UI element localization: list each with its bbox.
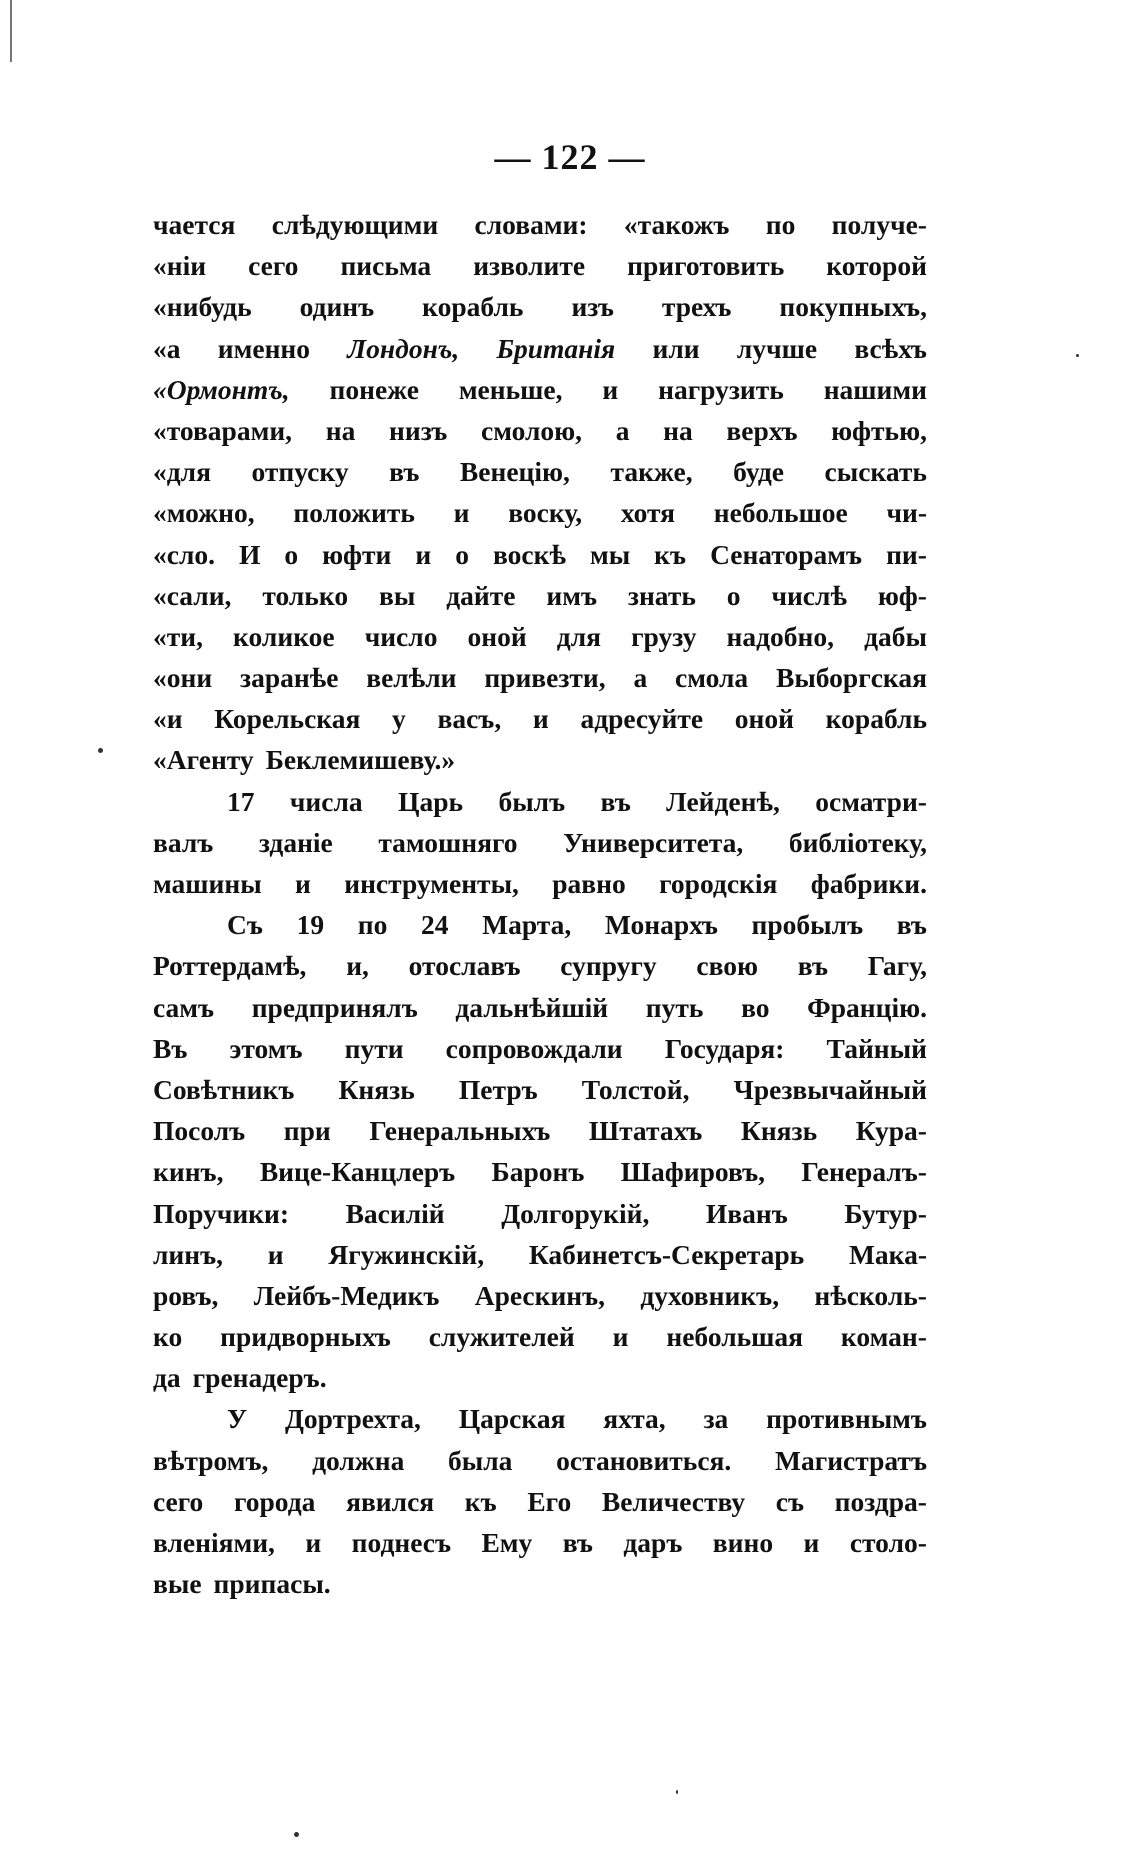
text-line	[153, 863, 927, 904]
word: Князь	[740, 1115, 818, 1147]
word: Царская	[458, 1403, 566, 1435]
word: даръ	[623, 1527, 683, 1558]
word: и,	[346, 950, 369, 982]
word: съ	[775, 1485, 805, 1517]
text-line	[153, 451, 927, 492]
word: придворныхъ	[220, 1321, 391, 1353]
word: и	[415, 538, 432, 570]
word: вые	[153, 1568, 202, 1600]
word: Царь	[398, 785, 464, 817]
word: въ	[562, 1527, 593, 1558]
word: Величеству	[601, 1485, 746, 1517]
word: къ	[464, 1485, 497, 1517]
text-line	[153, 1110, 927, 1151]
word: Сенаторамъ	[710, 538, 863, 570]
word: и	[453, 497, 470, 529]
word: равно	[552, 868, 626, 899]
word: верхъ	[726, 414, 798, 446]
word: Лейденѣ,	[666, 785, 780, 817]
word: валъ	[153, 826, 214, 858]
print-speck	[98, 748, 103, 753]
word: пути	[344, 1032, 404, 1064]
word: хотя	[620, 497, 676, 529]
word: коликое	[233, 620, 335, 652]
text-line	[153, 1316, 927, 1357]
word: путь	[645, 991, 704, 1023]
word: низъ	[389, 414, 448, 446]
word: Государя:	[664, 1032, 785, 1064]
text-line	[153, 492, 927, 533]
word: буде	[733, 456, 784, 488]
word: а	[633, 662, 648, 694]
word: Вице-Канцлеръ	[259, 1156, 456, 1188]
word: Выборгская	[775, 662, 927, 694]
word: вѣтромъ,	[153, 1444, 269, 1476]
word: одинъ	[299, 291, 375, 323]
text-line	[153, 1069, 927, 1110]
text-line	[153, 657, 927, 698]
word: смолою,	[481, 414, 583, 446]
word: получе-	[831, 209, 927, 240]
word: изволите	[473, 250, 586, 282]
word: и	[305, 1527, 322, 1558]
word: Лейбъ-Медикъ	[253, 1279, 440, 1311]
word: служителей	[428, 1321, 575, 1353]
word: корабль	[825, 703, 927, 735]
word: Василій	[345, 1197, 445, 1229]
word: нѣсколь-	[814, 1279, 927, 1311]
word: Кабинетсъ-Секретарь	[528, 1238, 805, 1270]
word: да	[153, 1362, 181, 1394]
word: именно	[217, 332, 311, 364]
text-line	[153, 781, 927, 822]
word: заранѣе	[240, 662, 339, 694]
word: надобно,	[726, 620, 835, 652]
word: юфтью,	[831, 414, 927, 446]
word: города	[233, 1485, 316, 1517]
word: «а	[153, 332, 181, 364]
word: супругу	[560, 950, 657, 982]
word: У	[227, 1403, 248, 1435]
word: при	[283, 1115, 331, 1147]
word: на	[663, 414, 693, 446]
word: «Ормонтъ,	[153, 373, 290, 405]
word: Францію.	[807, 991, 927, 1023]
word: былъ	[498, 785, 566, 817]
word: которой	[826, 250, 927, 282]
word: «Агенту	[153, 744, 254, 776]
word: Баронъ	[491, 1156, 585, 1188]
word: Гагу,	[867, 950, 927, 982]
word: въ	[797, 950, 828, 982]
word: Кура-	[855, 1115, 927, 1147]
word: трехъ	[661, 291, 732, 323]
word: и	[267, 1238, 284, 1270]
word: поднесъ	[351, 1527, 452, 1558]
word: Шафировъ,	[620, 1156, 766, 1188]
word: воскѣ	[493, 538, 566, 570]
word: «сло.	[153, 538, 216, 570]
word: фабрики.	[810, 868, 927, 899]
text-line	[153, 987, 927, 1028]
word: велѣли	[366, 662, 457, 694]
text-line	[153, 286, 927, 327]
word: оной	[467, 620, 527, 652]
word: нагрузить	[658, 373, 784, 405]
word: адресуйте	[580, 703, 704, 735]
word: Мака-	[848, 1238, 927, 1270]
word: «такожъ	[623, 209, 730, 240]
word: ко	[153, 1321, 183, 1353]
word: сыскать	[824, 456, 927, 488]
text-line	[153, 1398, 927, 1439]
text-line	[153, 616, 927, 657]
word: инструменты,	[344, 868, 519, 899]
word: Беклемишеву.»	[265, 744, 456, 776]
text-line	[153, 1357, 927, 1398]
word: васъ,	[437, 703, 502, 735]
word: о	[455, 538, 469, 570]
word: припасы.	[213, 1568, 331, 1600]
word: столо-	[849, 1527, 927, 1558]
word: въ	[389, 456, 420, 488]
text-line	[153, 698, 927, 739]
word: корабль	[422, 291, 524, 323]
word: тамошняго	[378, 826, 518, 858]
word: сего	[153, 1485, 204, 1517]
word: сопровождали	[445, 1032, 623, 1064]
word: у	[392, 703, 406, 735]
word: вы	[379, 579, 416, 611]
word: или	[652, 332, 700, 364]
text-line	[153, 575, 927, 616]
word: письма	[340, 250, 432, 282]
word: Магистратъ	[775, 1444, 927, 1476]
word: воску,	[508, 497, 583, 529]
word: Роттердамѣ,	[153, 950, 307, 982]
word: отославъ	[408, 950, 521, 982]
word: положить	[293, 497, 415, 529]
word: на	[325, 414, 356, 446]
word: во	[741, 991, 770, 1023]
word: «ніи	[153, 250, 207, 282]
word: Штатахъ	[588, 1115, 703, 1147]
text-line	[153, 534, 927, 575]
word: Монархъ	[604, 909, 718, 941]
word: библіотеку,	[788, 826, 927, 858]
word: изъ	[571, 291, 614, 323]
word: словами:	[474, 209, 588, 240]
word: Съ	[227, 909, 263, 941]
word: остановиться.	[556, 1444, 732, 1476]
word: Ягужинскій,	[328, 1238, 485, 1270]
word: нашими	[823, 373, 927, 405]
word: и	[295, 868, 311, 899]
word: «они	[153, 662, 213, 694]
text-line	[153, 245, 927, 286]
word: «для	[153, 456, 211, 488]
word: явился	[346, 1485, 435, 1517]
print-speck	[294, 1832, 299, 1837]
word: приготовить	[627, 250, 785, 282]
word: небольшая	[666, 1321, 804, 1353]
word: имъ	[546, 579, 597, 611]
word: вино	[712, 1527, 774, 1558]
word: «сали,	[153, 579, 232, 611]
word: число	[364, 620, 438, 652]
word: Генералъ-	[801, 1156, 927, 1188]
word: чи-	[886, 497, 927, 529]
word: покупныхъ,	[779, 291, 927, 323]
word: свою	[696, 950, 759, 982]
word: небольшое	[713, 497, 848, 529]
word: юфти	[322, 538, 392, 570]
text-line	[153, 410, 927, 451]
word: числѣ	[771, 579, 847, 611]
word: къ	[654, 538, 687, 570]
text-line	[153, 1193, 927, 1234]
word: за	[703, 1403, 729, 1435]
word: «можно,	[153, 497, 255, 529]
word: лучше	[736, 332, 818, 364]
word: кинъ,	[153, 1156, 224, 1188]
text-line	[153, 328, 927, 369]
word: грузу	[631, 620, 697, 652]
word: 24	[420, 909, 449, 941]
text-line	[153, 945, 927, 986]
word: Посолъ	[153, 1115, 246, 1147]
word: Долгорукій,	[501, 1197, 650, 1229]
word: городскія	[659, 868, 778, 899]
word: только	[262, 579, 349, 611]
text-line	[153, 204, 927, 245]
word: дальнѣйшій	[455, 991, 609, 1023]
word: «ти,	[153, 620, 203, 652]
word: зданіе	[258, 826, 333, 858]
word: въ	[600, 785, 631, 817]
text-line	[153, 1275, 927, 1316]
word: и	[532, 703, 549, 735]
text-line	[153, 1563, 927, 1604]
page-number: — 122 —	[494, 137, 646, 177]
word: противнымъ	[766, 1403, 927, 1435]
word: Иванъ	[705, 1197, 788, 1229]
word: чается	[153, 209, 236, 240]
word: 17	[227, 785, 255, 817]
word: дайте	[446, 579, 516, 611]
word: Чрезвычайный	[733, 1073, 927, 1105]
word: «и	[153, 703, 183, 735]
text-line	[153, 1481, 927, 1522]
word: Бутур-	[844, 1197, 927, 1229]
word: Корельская	[214, 703, 361, 735]
word: поздра-	[834, 1485, 927, 1517]
word: пи-	[886, 538, 927, 570]
word: слѣдующими	[271, 209, 439, 240]
page-edge-line	[10, 0, 12, 62]
word: меньше,	[458, 373, 563, 405]
text-line	[153, 1522, 927, 1563]
word: привезти,	[484, 662, 606, 694]
text-line	[153, 1440, 927, 1481]
word: отпуску	[251, 456, 349, 488]
word: также,	[610, 456, 693, 488]
word: по	[765, 209, 796, 240]
text-line	[153, 739, 927, 780]
text-line	[153, 1028, 927, 1069]
word: 19	[296, 909, 325, 941]
word: а	[615, 414, 630, 446]
text-line	[153, 904, 927, 945]
body-text	[153, 204, 927, 1604]
word: Генеральныхъ	[369, 1115, 551, 1147]
word: понеже	[329, 373, 419, 405]
word: Арескинъ,	[474, 1279, 606, 1311]
word: самъ	[153, 991, 215, 1023]
word: Князь	[338, 1073, 415, 1105]
word: Лондонъ,	[347, 332, 460, 364]
word: линъ,	[153, 1238, 224, 1270]
text-line	[153, 822, 927, 863]
word: въ	[896, 909, 927, 941]
word: Марта,	[482, 909, 572, 941]
word: и	[612, 1321, 629, 1353]
word: о	[726, 579, 741, 611]
word: Поручики:	[153, 1197, 290, 1229]
word: гренадеръ.	[192, 1362, 327, 1394]
word: числа	[289, 785, 363, 817]
word: осматри-	[815, 785, 927, 817]
word: всѣхъ	[854, 332, 927, 364]
word: о	[284, 538, 299, 570]
word: вленіями,	[153, 1527, 275, 1558]
word: Дортрехта,	[285, 1403, 421, 1435]
word: Тайный	[826, 1032, 927, 1064]
word: и	[803, 1527, 820, 1558]
word: коман-	[840, 1321, 927, 1353]
word: Толстой,	[581, 1073, 690, 1105]
word: духовникъ,	[640, 1279, 780, 1311]
word: предпринялъ	[251, 991, 418, 1023]
word: И	[239, 538, 261, 570]
word: знать	[627, 579, 696, 611]
print-speck	[676, 1790, 678, 1794]
word: ровъ,	[153, 1279, 219, 1311]
word: Въ	[153, 1032, 188, 1064]
word: пробылъ	[751, 909, 864, 941]
text-line	[153, 1151, 927, 1192]
word: Венецію,	[459, 456, 570, 488]
word: мы	[589, 538, 631, 570]
word: Университета,	[563, 826, 744, 858]
word: Совѣтникъ	[153, 1073, 295, 1105]
word: машины	[153, 868, 262, 899]
word: оной	[734, 703, 794, 735]
text-line	[153, 1234, 927, 1275]
word: «товарами,	[153, 414, 293, 446]
text-line	[153, 369, 927, 410]
word: Британія	[496, 332, 616, 364]
word: Его	[527, 1485, 572, 1517]
word: «нибудь	[153, 291, 252, 323]
word: должна	[312, 1444, 405, 1476]
word: смола	[675, 662, 749, 694]
word: и	[602, 373, 619, 405]
word: Ему	[481, 1527, 533, 1558]
word: яхта,	[603, 1403, 666, 1435]
word: для	[556, 620, 601, 652]
word: дабы	[864, 620, 927, 652]
word: юф-	[877, 579, 927, 611]
word: этомъ	[229, 1032, 303, 1064]
print-speck	[1076, 354, 1079, 357]
word: по	[357, 909, 388, 941]
word: была	[448, 1444, 513, 1476]
word: сего	[248, 250, 299, 282]
word: Петръ	[458, 1073, 538, 1105]
